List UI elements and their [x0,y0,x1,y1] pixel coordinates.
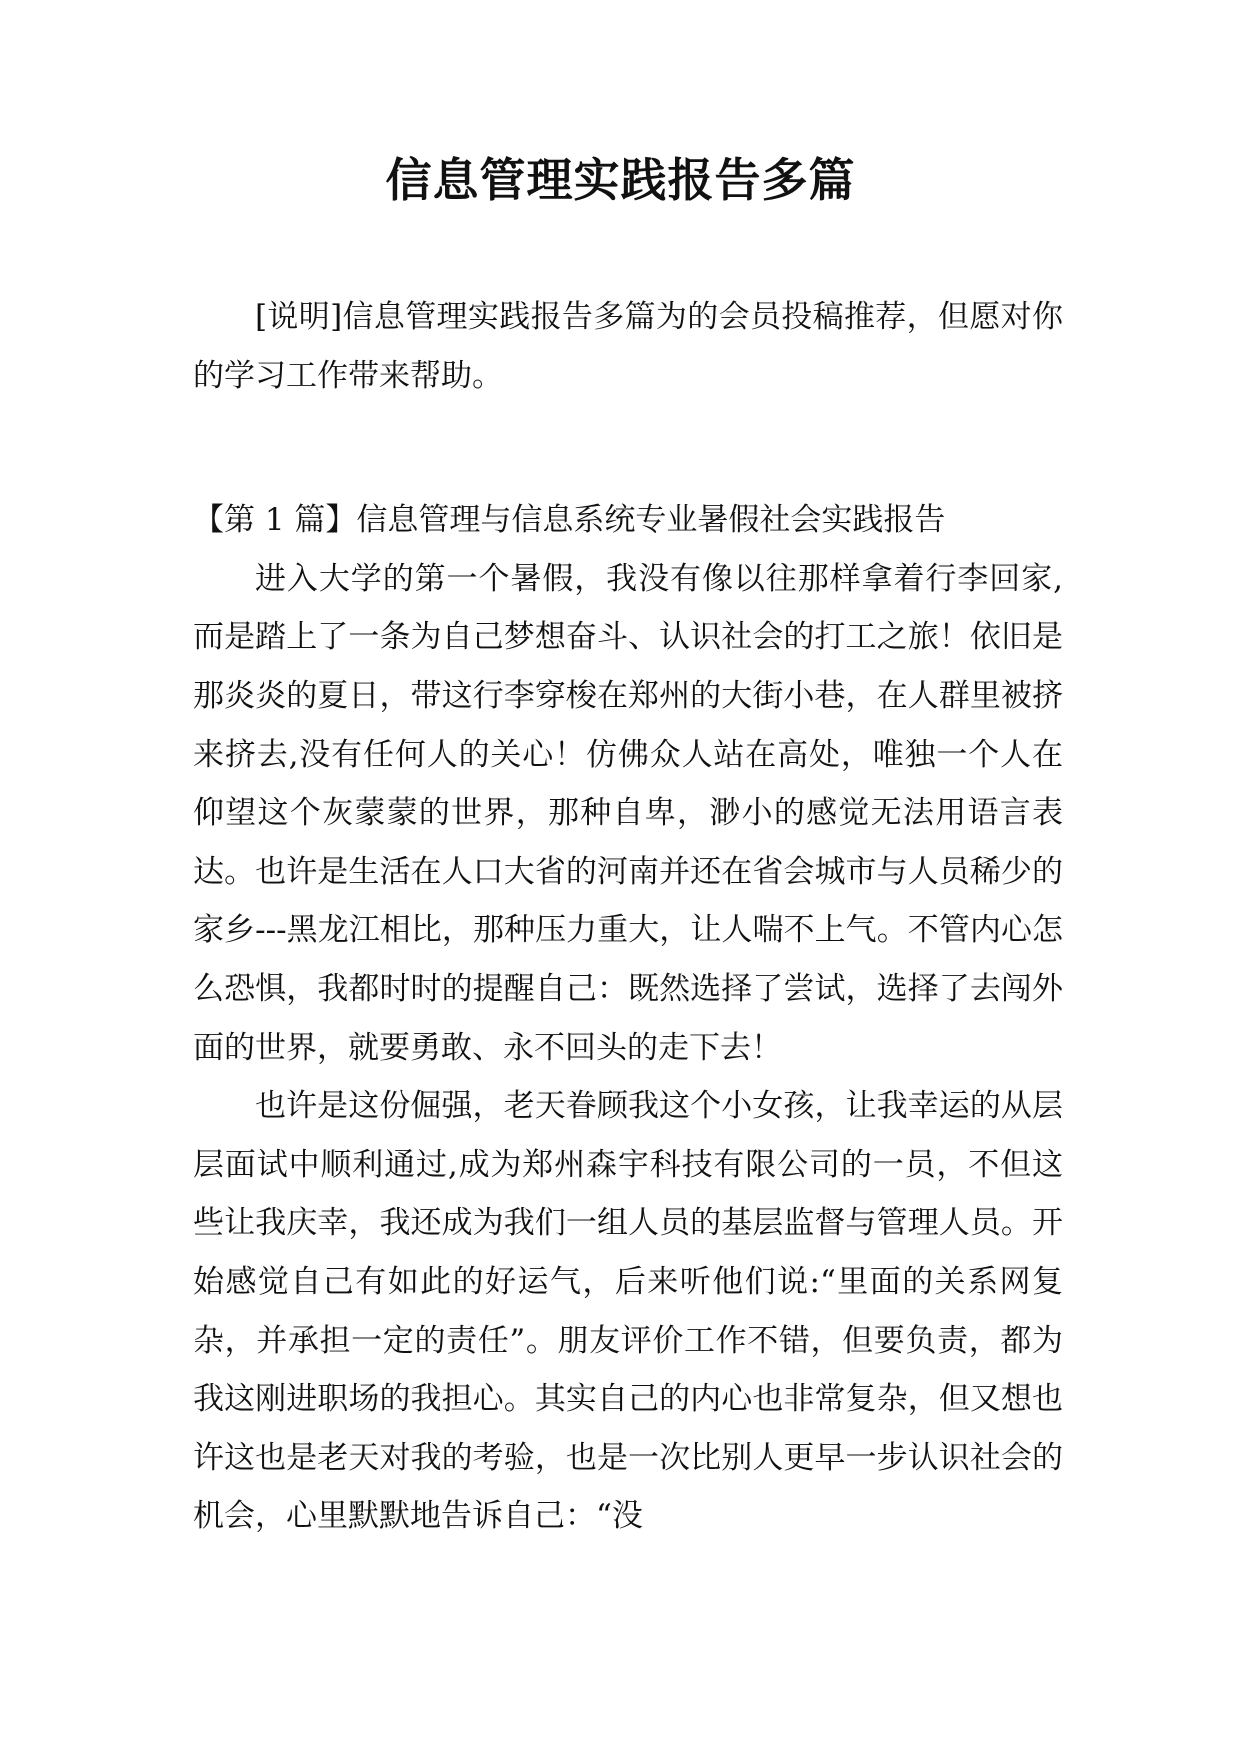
document-body [193,288,1063,1546]
document-title: 信息管理实践报告多篇 [385,153,856,207]
body-paragraph-1: 进入大学的第一个暑假，我没有像以往那样拿着行李回家,而是踏上了一条为自己梦想奋斗、认识社会的打工之旅！依旧是那炎炎的夏日，带这行李穿梭在郑州的大街小巷，在人群里被挤来挤去,没有任何人的关心！仿佛众人站在高处，唯独一个人在仰望这个灰蒙蒙的世界，那种自卑，渺小的感觉无法用语言表达。也许是生活在人口大省的河南并还在省会城市与人员稀少的家乡---黑龙江相比，那种压力重大，让人喘不上气。不管内心怎么恐惧，我都时时的提醒自己：既然选择了尝试，选择了去闯外面的世界，就要勇敢、永不回头的走下去！ [193,560,1063,1066]
note-paragraph: [说明]信息管理实践报告多篇为的会员投稿推荐，但愿对你的学习工作带来帮助。 [193,299,1063,394]
section-heading: 【第 1 篇】信息管理与信息系统专业暑假社会实践报告 [193,502,946,539]
body-paragraph-2: 也许是这份倔强，老天眷顾我这个小女孩，让我幸运的从层层面试中顺利通过,成为郑州森宇科技有限公司的一员，不但这些让我庆幸，我还成为我们一组人员的基层监督与管理人员。开始感觉自己有如此的好运气，后来听他们说:“里面的关系网复杂，并承担一定的责任”。朋友评价工作不错，但要负责，都为我这刚进职场的我担心。其实自己的内心也非常复杂，但又想也许这也是老天对我的考验，也是一次比别人更早一步认识社会的机会，心里默默地告诉自己：“没 [193,1088,1063,1535]
spacer [193,405,1063,491]
